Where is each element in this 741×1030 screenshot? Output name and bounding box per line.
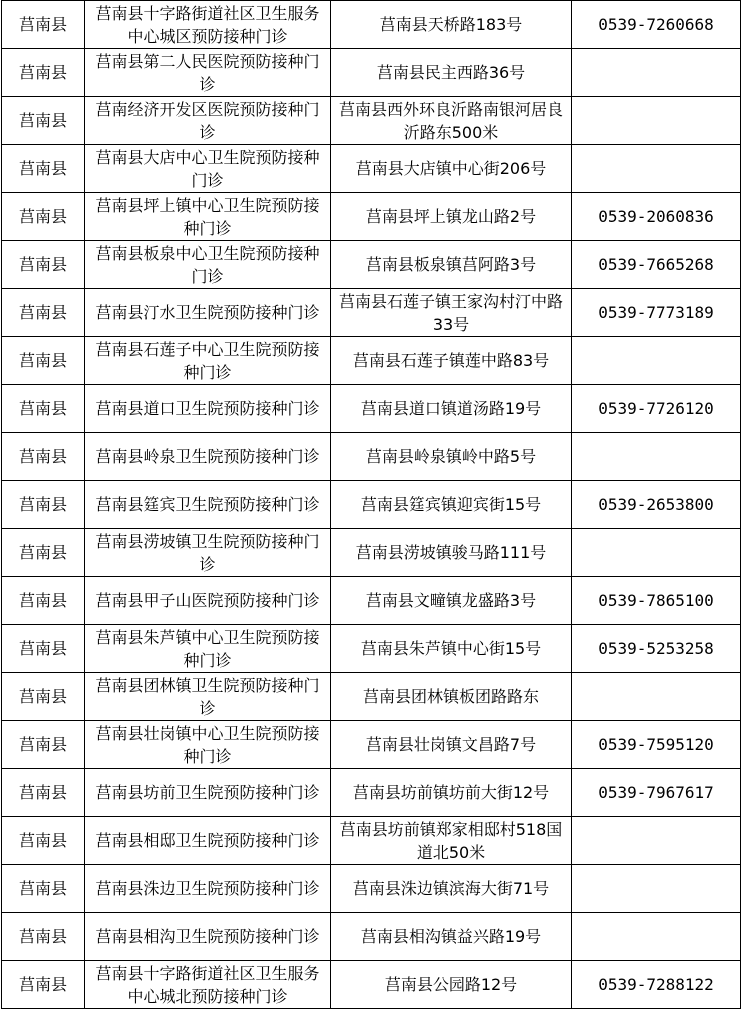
phone-cell: [572, 673, 741, 721]
phone-cell: 0539-7595120: [572, 721, 741, 769]
table-row: [2, 673, 741, 721]
clinic-name-cell: 莒南县坪上镇中心卫生院预防接种门诊: [85, 193, 331, 241]
clinic-name-cell: 莒南县洙边卫生院预防接种门诊: [85, 865, 331, 913]
county-cell: 莒南县: [2, 97, 85, 145]
county-cell: 莒南县: [2, 385, 85, 433]
address-cell: 莒南县团林镇板团路路东: [331, 673, 572, 721]
county-cell: 莒南县: [2, 817, 85, 865]
county-cell: 莒南县: [2, 241, 85, 289]
clinic-name-cell: 莒南县相沟卫生院预防接种门诊: [85, 913, 331, 961]
phone-cell: 0539-7665268: [572, 241, 741, 289]
county-cell: 莒南县: [2, 673, 85, 721]
address-cell: 莒南县公园路12号: [331, 961, 572, 1009]
address-cell: 莒南县涝坡镇骏马路111号: [331, 529, 572, 577]
table-row: [2, 337, 741, 385]
county-cell: 莒南县: [2, 49, 85, 97]
county-cell: 莒南县: [2, 577, 85, 625]
phone-cell: [572, 913, 741, 961]
table-row: [2, 481, 741, 529]
table-row: [2, 1, 741, 49]
clinic-name-cell: 莒南县第二人民医院预防接种门诊: [85, 49, 331, 97]
address-cell: 莒南县岭泉镇岭中路5号: [331, 433, 572, 481]
address-cell: 莒南县道口镇道汤路19号: [331, 385, 572, 433]
county-cell: 莒南县: [2, 337, 85, 385]
table-row: [2, 145, 741, 193]
county-cell: 莒南县: [2, 769, 85, 817]
phone-cell: 0539-7726120: [572, 385, 741, 433]
clinic-name-cell: 莒南县大店中心卫生院预防接种门诊: [85, 145, 331, 193]
table-row: [2, 529, 741, 577]
table-row: [2, 961, 741, 1009]
county-cell: 莒南县: [2, 481, 85, 529]
phone-cell: 0539-7288122: [572, 961, 741, 1009]
clinic-name-cell: 莒南县涝坡镇卫生院预防接种门诊: [85, 529, 331, 577]
phone-cell: 0539-7865100: [572, 577, 741, 625]
table-row: [2, 289, 741, 337]
table-row: [2, 385, 741, 433]
table-row: [2, 769, 741, 817]
table-row: [2, 865, 741, 913]
address-cell: 莒南县坪上镇龙山路2号: [331, 193, 572, 241]
clinic-name-cell: 莒南县壮岗镇中心卫生院预防接种门诊: [85, 721, 331, 769]
county-cell: 莒南县: [2, 913, 85, 961]
phone-cell: [572, 145, 741, 193]
phone-cell: 0539-2060836: [572, 193, 741, 241]
phone-cell: [572, 865, 741, 913]
phone-cell: [572, 433, 741, 481]
address-cell: 莒南县坊前镇郑家相邸村518国道北50米: [331, 817, 572, 865]
county-cell: 莒南县: [2, 625, 85, 673]
phone-cell: 0539-7260668: [572, 1, 741, 49]
clinic-name-cell: 莒南县筳宾卫生院预防接种门诊: [85, 481, 331, 529]
county-cell: 莒南县: [2, 433, 85, 481]
address-cell: 莒南县大店镇中心街206号: [331, 145, 572, 193]
table-row: [2, 625, 741, 673]
address-cell: 莒南县石莲子镇莲中路83号: [331, 337, 572, 385]
address-cell: 莒南县西外环良沂路南银河居良沂路东500米: [331, 97, 572, 145]
county-cell: 莒南县: [2, 1, 85, 49]
table-row: [2, 577, 741, 625]
table-row: [2, 49, 741, 97]
table-row: [2, 433, 741, 481]
county-cell: 莒南县: [2, 193, 85, 241]
table-row: [2, 193, 741, 241]
address-cell: 莒南县石莲子镇王家沟村汀中路33号: [331, 289, 572, 337]
address-cell: 莒南县民主西路36号: [331, 49, 572, 97]
county-cell: 莒南县: [2, 721, 85, 769]
clinic-name-cell: 莒南县相邸卫生院预防接种门诊: [85, 817, 331, 865]
address-cell: 莒南县坊前镇坊前大街12号: [331, 769, 572, 817]
clinic-name-cell: 莒南县道口卫生院预防接种门诊: [85, 385, 331, 433]
table-row: [2, 97, 741, 145]
county-cell: 莒南县: [2, 865, 85, 913]
address-cell: 莒南县朱芦镇中心街15号: [331, 625, 572, 673]
phone-cell: 0539-7967617: [572, 769, 741, 817]
clinic-name-cell: 莒南县汀水卫生院预防接种门诊: [85, 289, 331, 337]
phone-cell: 0539-5253258: [572, 625, 741, 673]
clinic-name-cell: 莒南县坊前卫生院预防接种门诊: [85, 769, 331, 817]
clinic-name-cell: 莒南县甲子山医院预防接种门诊: [85, 577, 331, 625]
clinic-name-cell: 莒南县板泉中心卫生院预防接种门诊: [85, 241, 331, 289]
clinic-table-body: [2, 1, 741, 1009]
phone-cell: [572, 337, 741, 385]
phone-cell: [572, 817, 741, 865]
clinic-name-cell: 莒南县十字路街道社区卫生服务中心城北预防接种门诊: [85, 961, 331, 1009]
county-cell: 莒南县: [2, 289, 85, 337]
clinic-table: [1, 0, 741, 1009]
phone-cell: 0539-2653800: [572, 481, 741, 529]
address-cell: 莒南县板泉镇莒阿路3号: [331, 241, 572, 289]
address-cell: 莒南县相沟镇益兴路19号: [331, 913, 572, 961]
address-cell: 莒南县洙边镇滨海大街71号: [331, 865, 572, 913]
clinic-name-cell: 莒南县十字路街道社区卫生服务中心城区预防接种门诊: [85, 1, 331, 49]
table-row: [2, 241, 741, 289]
phone-cell: [572, 97, 741, 145]
address-cell: 莒南县文疃镇龙盛路3号: [331, 577, 572, 625]
county-cell: 莒南县: [2, 961, 85, 1009]
clinic-name-cell: 莒南县岭泉卫生院预防接种门诊: [85, 433, 331, 481]
phone-cell: [572, 49, 741, 97]
clinic-name-cell: 莒南县朱芦镇中心卫生院预防接种门诊: [85, 625, 331, 673]
phone-cell: [572, 529, 741, 577]
clinic-name-cell: 莒南县石莲子中心卫生院预防接种门诊: [85, 337, 331, 385]
county-cell: 莒南县: [2, 529, 85, 577]
county-cell: 莒南县: [2, 145, 85, 193]
table-row: [2, 913, 741, 961]
clinic-name-cell: 莒南经济开发区医院预防接种门诊: [85, 97, 331, 145]
address-cell: 莒南县天桥路183号: [331, 1, 572, 49]
address-cell: 莒南县筳宾镇迎宾街15号: [331, 481, 572, 529]
table-row: [2, 817, 741, 865]
phone-cell: 0539-7773189: [572, 289, 741, 337]
table-row: [2, 721, 741, 769]
clinic-name-cell: 莒南县团林镇卫生院预防接种门诊: [85, 673, 331, 721]
address-cell: 莒南县壮岗镇文昌路7号: [331, 721, 572, 769]
